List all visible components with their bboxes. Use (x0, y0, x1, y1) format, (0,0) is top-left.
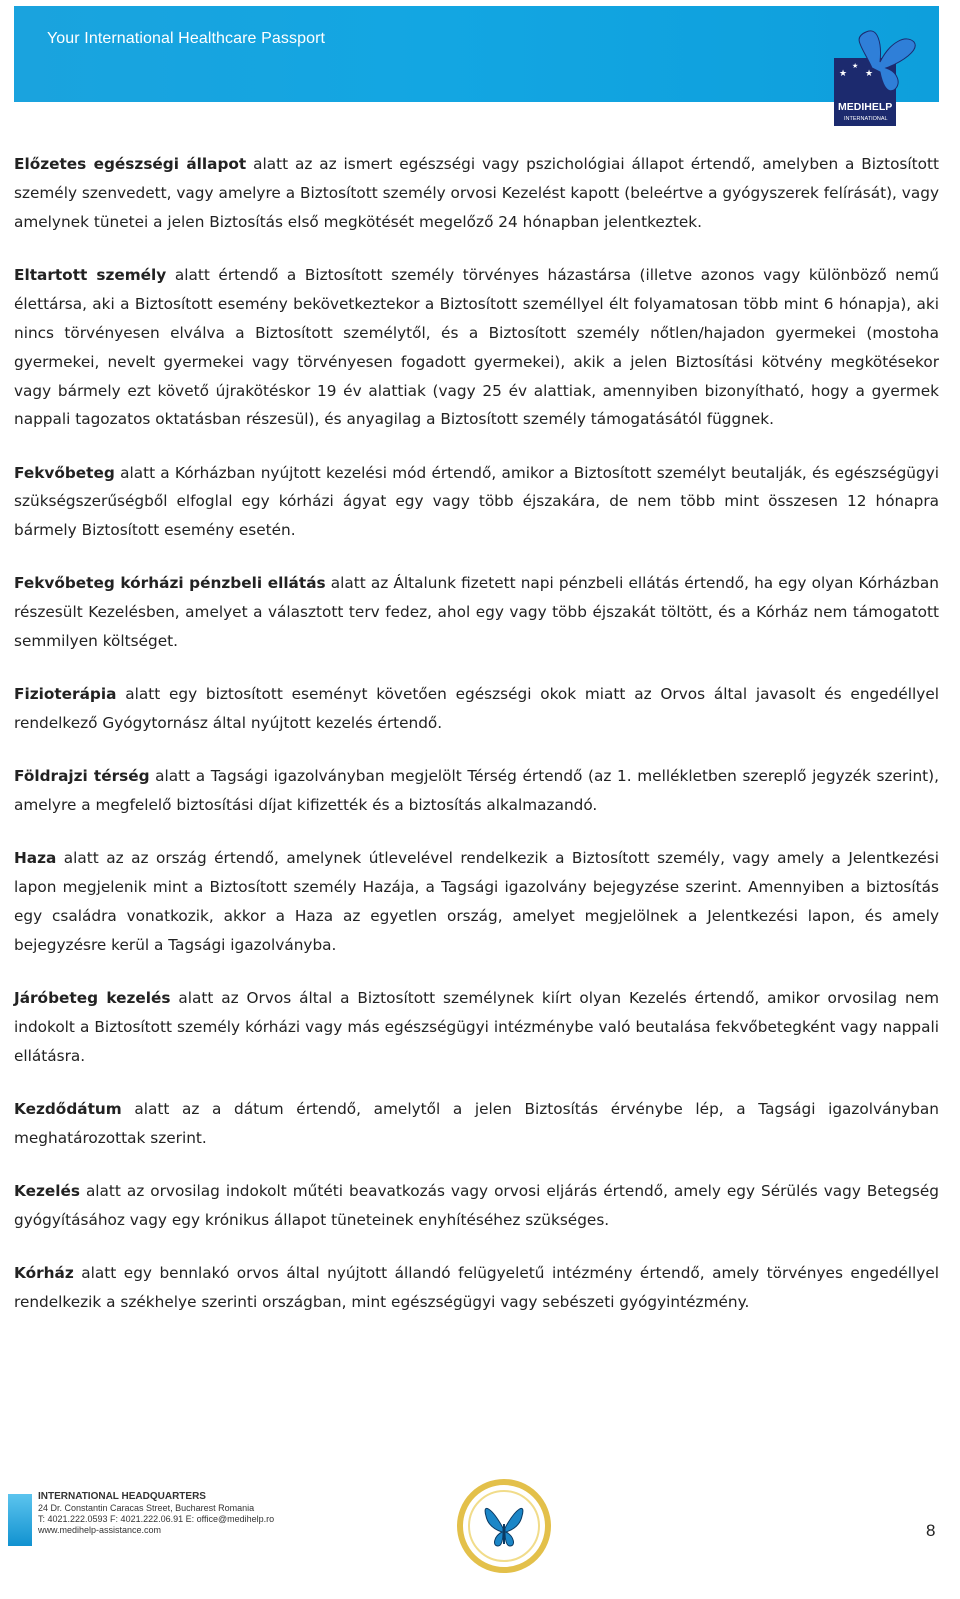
definition-term: Kezdődátum (14, 1100, 122, 1119)
svg-text:INTERNATIONAL: INTERNATIONAL (844, 116, 888, 122)
footer-address-block (38, 1490, 274, 1536)
definition-text: alatt egy bennlakó orvos által nyújtott állandó felügyeletű intézmény értendő, amely törvényes engedéllyel rendelkezik a székhelye szerinti országban, mint egészségügyi vagy sebészeti gyógyintézmény. (14, 1264, 939, 1311)
definition-item (14, 844, 939, 960)
definition-item (14, 1177, 939, 1235)
definitions-list (14, 150, 939, 1341)
definition-text: alatt az Általunk fizetett napi pénzbeli ellátás értendő, ha egy olyan Kórházban részesült Kezelésben, amelyet a választott terv fedez, ahol egy vagy több éjszakát töltött, és a Kórház nem támogatott semmilyen költséget. (14, 574, 939, 651)
definition-term: Kezelés (14, 1182, 80, 1201)
footer-contacts: T: 4021.222.0593 F: 4021.222.06.91 E: office@medihelp.ro (38, 1514, 275, 1524)
definition-item (14, 150, 939, 237)
svg-text:★: ★ (839, 68, 848, 78)
definition-item (14, 1095, 939, 1153)
definition-text: alatt az az ismert egészségi vagy pszichológiai állapot értendő, amelyben a Biztosított személy szenvedett, vagy amelyre a Biztosított személy orvosi Kezelést kapott (beleértve a gyógyszerek felírását), vagy amelynek tünetei a jelen Biztosítás első megkötését megelőző 24 hónapban jelentkeztek. (14, 155, 939, 231)
definition-text: alatt az Orvos által a Biztosított személynek kiírt olyan Kezelés értendő, amikor orvosilag nem indokolt a Biztosított személy kórházi vagy más egészségügyi intézménybe való beutalása fekvőbetegként vagy nappali ellátásra. (14, 989, 939, 1065)
definition-item (14, 459, 939, 546)
definition-text: alatt az orvosilag indokolt műtéti beavatkozás vagy orvosi eljárás értendő, amely egy Sérülés vagy Betegség gyógyításához vagy egy krónikus állapot tüneteinek enyhítéséhez szükséges. (14, 1182, 939, 1229)
footer-accent-bar (8, 1494, 32, 1546)
footer-address: 24 Dr. Constantin Caracas Street, Bucharest Romania (38, 1503, 255, 1513)
svg-text:★: ★ (865, 68, 874, 78)
definition-item (14, 680, 939, 738)
definition-text: alatt az a dátum értendő, amelytől a jelen Biztosítás érvénybe lép, a Tagsági igazolványban meghatározottak szerint. (14, 1100, 939, 1147)
footer-hq-title: INTERNATIONAL HEADQUARTERS (38, 1491, 206, 1502)
page-header (14, 6, 939, 102)
header-tagline: Your International Healthcare Passport (47, 30, 326, 47)
page-number: 8 (926, 1521, 936, 1540)
definition-term: Járóbeteg kezelés (14, 989, 171, 1008)
definition-term: Kórház (14, 1264, 74, 1283)
definition-term: Fizioterápia (14, 685, 117, 704)
medihelp-logo (832, 28, 920, 128)
definition-text: alatt az az ország értendő, amelynek útlevelével rendelkezik a Biztosított személy, vagy amely a Jelentkezési lapon megjelenik mint a Biztosított személy Hazája, a Tagsági igazolvány bejegyzése szerint. Amennyiben a biztosítás egy családra vonatkozik, akkor a Haza az egyetlen ország, amelyet megjelölnek a Jelentkezési lapon, és amely bejegyzésre kerül a Tagsági igazolványba. (14, 849, 939, 955)
definition-item (14, 984, 939, 1071)
footer-headquarters (8, 1490, 308, 1550)
butterfly-seal-icon (456, 1478, 552, 1574)
svg-text:MEDIHELP: MEDIHELP (838, 101, 893, 113)
definition-term: Eltartott személy (14, 265, 167, 284)
svg-text:★: ★ (852, 63, 859, 70)
definition-text: alatt értendő a Biztosított személy törvényes házastársa (illetve azonos vagy különböző nemű élettársa, aki a Biztosított esemény bekövetkeztekor a Biztosított személlyel élt folyamatosan több mint 6 hónapja), aki nincs törvényesen elválva a Biztosított személytől, és a Biztosított személy nőtlen/hajadon gyermekei (mostoha gyermekei, nevelt gyermekei vagy törvényesen fogadott gyermekei), akik a jelen Biztosítási kötvény megkötésekor vagy bármely ezt követő újrakötéskor 19 év alattiak (vagy 25 év alattiak, amennyiben bizonyítható, hogy a gyermek nappali tagozatos oktatásban részesül), és anyagilag a Biztosított személy támogatásától függnek. (14, 265, 939, 429)
definition-item (14, 569, 939, 656)
definition-term: Földrajzi térség (14, 767, 150, 786)
definition-term: Haza (14, 849, 57, 868)
definition-item (14, 762, 939, 820)
definition-text: alatt egy biztosított eseményt követően egészségi okok miatt az Orvos által javasolt és engedéllyel rendelkező Gyógytornász által nyújtott kezelés értendő. (14, 685, 939, 733)
definition-term: Előzetes egészségi állapot (14, 155, 247, 173)
definition-term: Fekvőbeteg kórházi pénzbeli ellátás (14, 574, 326, 593)
footer-website: www.medihelp-assistance.com (38, 1525, 162, 1535)
definition-text: alatt a Kórházban nyújtott kezelési mód értendő, amikor a Biztosított személyt beutalják, és egészségügyi szükségszerűségből elfoglal egy kórházi ágyat egy vagy több éjszakára, de nem több mint összesen 12 hónapra bármely Biztosított esemény esetén. (14, 463, 939, 540)
definition-term: Fekvőbeteg (14, 463, 115, 482)
definition-item (14, 261, 939, 434)
definition-text: alatt a Tagsági igazolványban megjelölt Térség értendő (az 1. mellékletben szereplő jegyzék szerint), amelyre a megfelelő biztosítási díjat kifizették és a biztosítás alkalmazandó. (14, 767, 939, 815)
definition-item (14, 1259, 939, 1317)
